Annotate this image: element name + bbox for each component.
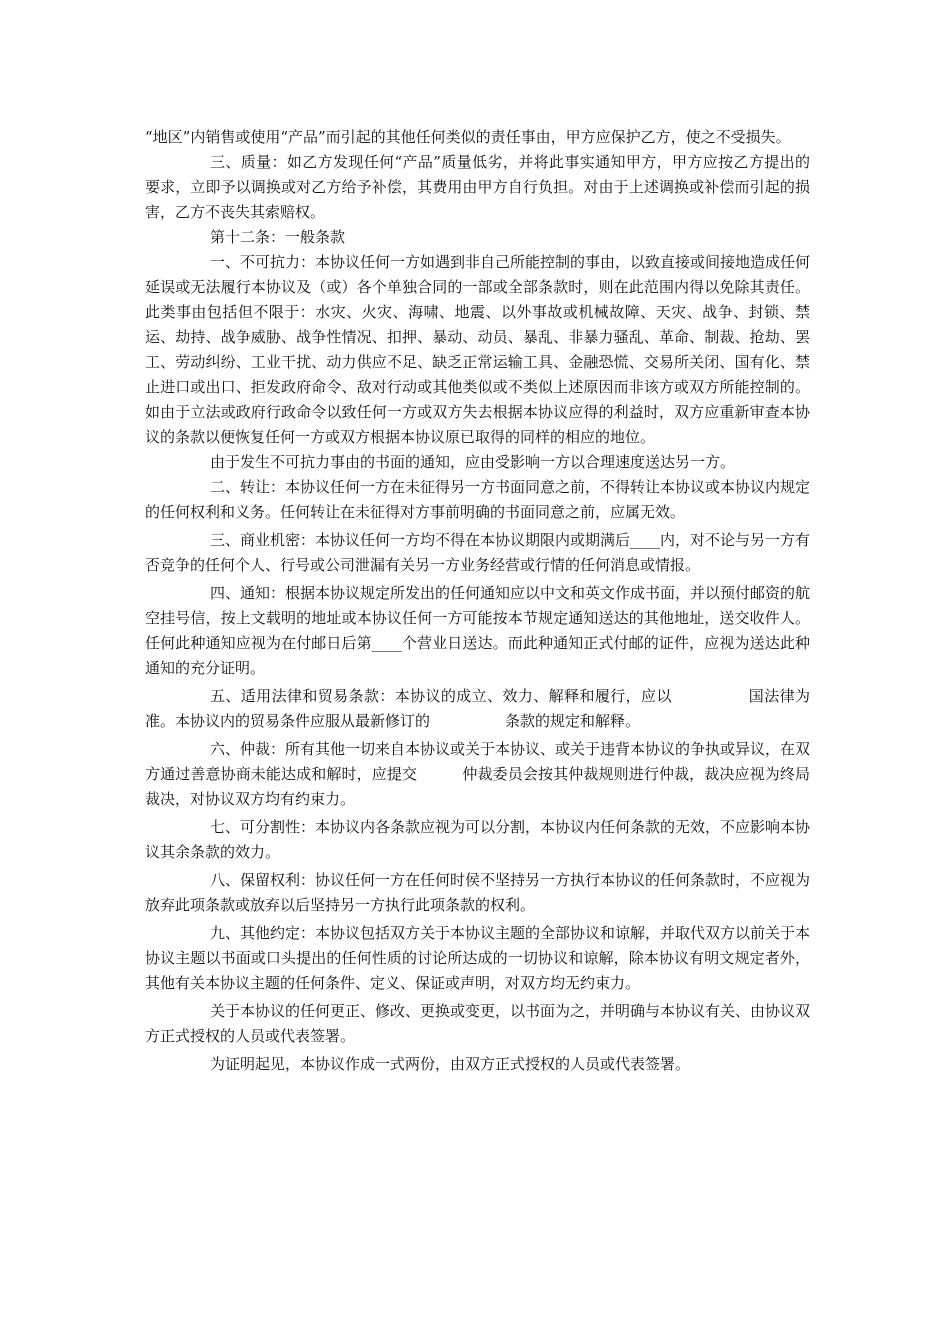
paragraph-amendments: 关于本协议的任何更正、修改、更换或变更，以书面为之，并明确与本协议有关、由协议双方正式授权的人员或代表签署。 (145, 1002, 811, 1045)
paragraph-waiver: 八、保留权利：协议任何一方在任何时侯不坚持另一方执行本协议的任何条款时，不应视为放弃此项条款或放弃以后坚持另一方执行此项条款的权利。 (145, 871, 811, 914)
document-page (145, 125, 810, 1077)
paragraph-liability-continued: “地区”内销售或使用“产品”而引起的其他任何类似的责任事由，甲方应保护乙方，使之不受损失。 (145, 128, 791, 146)
paragraph-notices: 四、通知：根据本协议规定所发出的任何通知应以中文和英文作成书面，并以预付邮资的航空挂号信，按上文载明的地址或本协议任何一方可能按本节规定通知送达的其他地址，送交收件人。任何此种通知应视为在付邮日后第____个营业日送达。而此种通知正式付邮的证件，应视为送达此种通知的充分证明。 (145, 584, 811, 677)
paragraph-force-majeure-notice: 由于发生不可抗力事由的书面的通知，应由受影响一方以合理速度送达另一方。 (210, 453, 736, 471)
paragraph-witness: 为证明起见，本协议作成一式两份，由双方正式授权的人员或代表签署。 (210, 1055, 691, 1073)
article-12-heading: 第十二条：一般条款 (210, 228, 346, 246)
paragraph-arbitration: 六、仲裁：所有其他一切来自本协议或关于本协议、或关于违背本协议的争执或异议，在双方通过善意协商未能达成和解时，应提交 仲裁委员会按其仲裁规则进行仲裁，裁决应视为终局裁决，对协议双方均有约束力。 (145, 740, 811, 808)
paragraph-assignment: 二、转让：本协议任何一方在未征得另一方书面同意之前，不得转让本协议或本协议内规定的任何权利和义务。任何转让在未征得对方事前明确的书面同意之前，应属无效。 (145, 478, 811, 521)
paragraph-governing-law: 五、适用法律和贸易条款：本协议的成立、效力、解释和履行，应以 国法律为准。本协议内的贸易条件应服从最新修订的 条款的规定和解释。 (145, 687, 810, 730)
paragraph-entire-agreement: 九、其他约定：本协议包括双方关于本协议主题的全部协议和谅解，并取代双方以前关于本协议主题以书面或口头提出的任何性质的讨论所达成的一切协议和谅解，除本协议有明文规定者外，其他有关本协议主题的任何条件、定义、保证或声明，对双方均无约束力。 (145, 924, 811, 992)
paragraph-confidentiality: 三、商业机密：本协议任何一方均不得在本协议期限内或期满后____内，对不论与另一方有否竞争的任何个人、行号或公司泄漏有关另一方业务经营或行情的任何消息或情报。 (145, 531, 811, 574)
paragraph-severability: 七、可分割性：本协议内各条款应视为可以分割，本协议内任何条款的无效，不应影响本协议其余条款的效力。 (145, 818, 811, 861)
paragraph-quality: 三、质量：如乙方发现任何“产品”质量低劣，并将此事实通知甲方，甲方应按乙方提出的要求，立即予以调换或对乙方给予补偿，其费用由甲方自行负担。对由于上述调换或补偿而引起的损害，乙方不丧失其索赔权。 (145, 153, 810, 221)
paragraph-force-majeure: 一、不可抗力：本协议任何一方如遇到非自己所能控制的事由，以致直接或间接地造成任何延误或无法履行本协议及（或）各个单独合同的一部或全部条款时，则在此范围内得以免除其责任。此类事由包括但不限于：水灾、火灾、海啸、地震、以外事故或机械故障、天灾、战争、封锁、禁运、劫持、战争威胁、战争性情况、扣押、暴动、动员、暴乱、非暴力骚乱、革命、制裁、抢劫、罢工、劳动纠纷、工业干扰、动力供应不足、缺乏正常运输工具、金融恐慌、交易所关闭、国有化、禁止进口或出口、拒发政府命令、敌对行动或其他类似或不类似上述原因而非该方或双方所能控制的。如由于立法或政府行政命令以致任何一方或双方失去根据本协议应得的利益时，双方应重新审查本协议的条款以便恢复任何一方或双方根据本协议原已取得的同样的相应的地位。 (145, 253, 811, 446)
